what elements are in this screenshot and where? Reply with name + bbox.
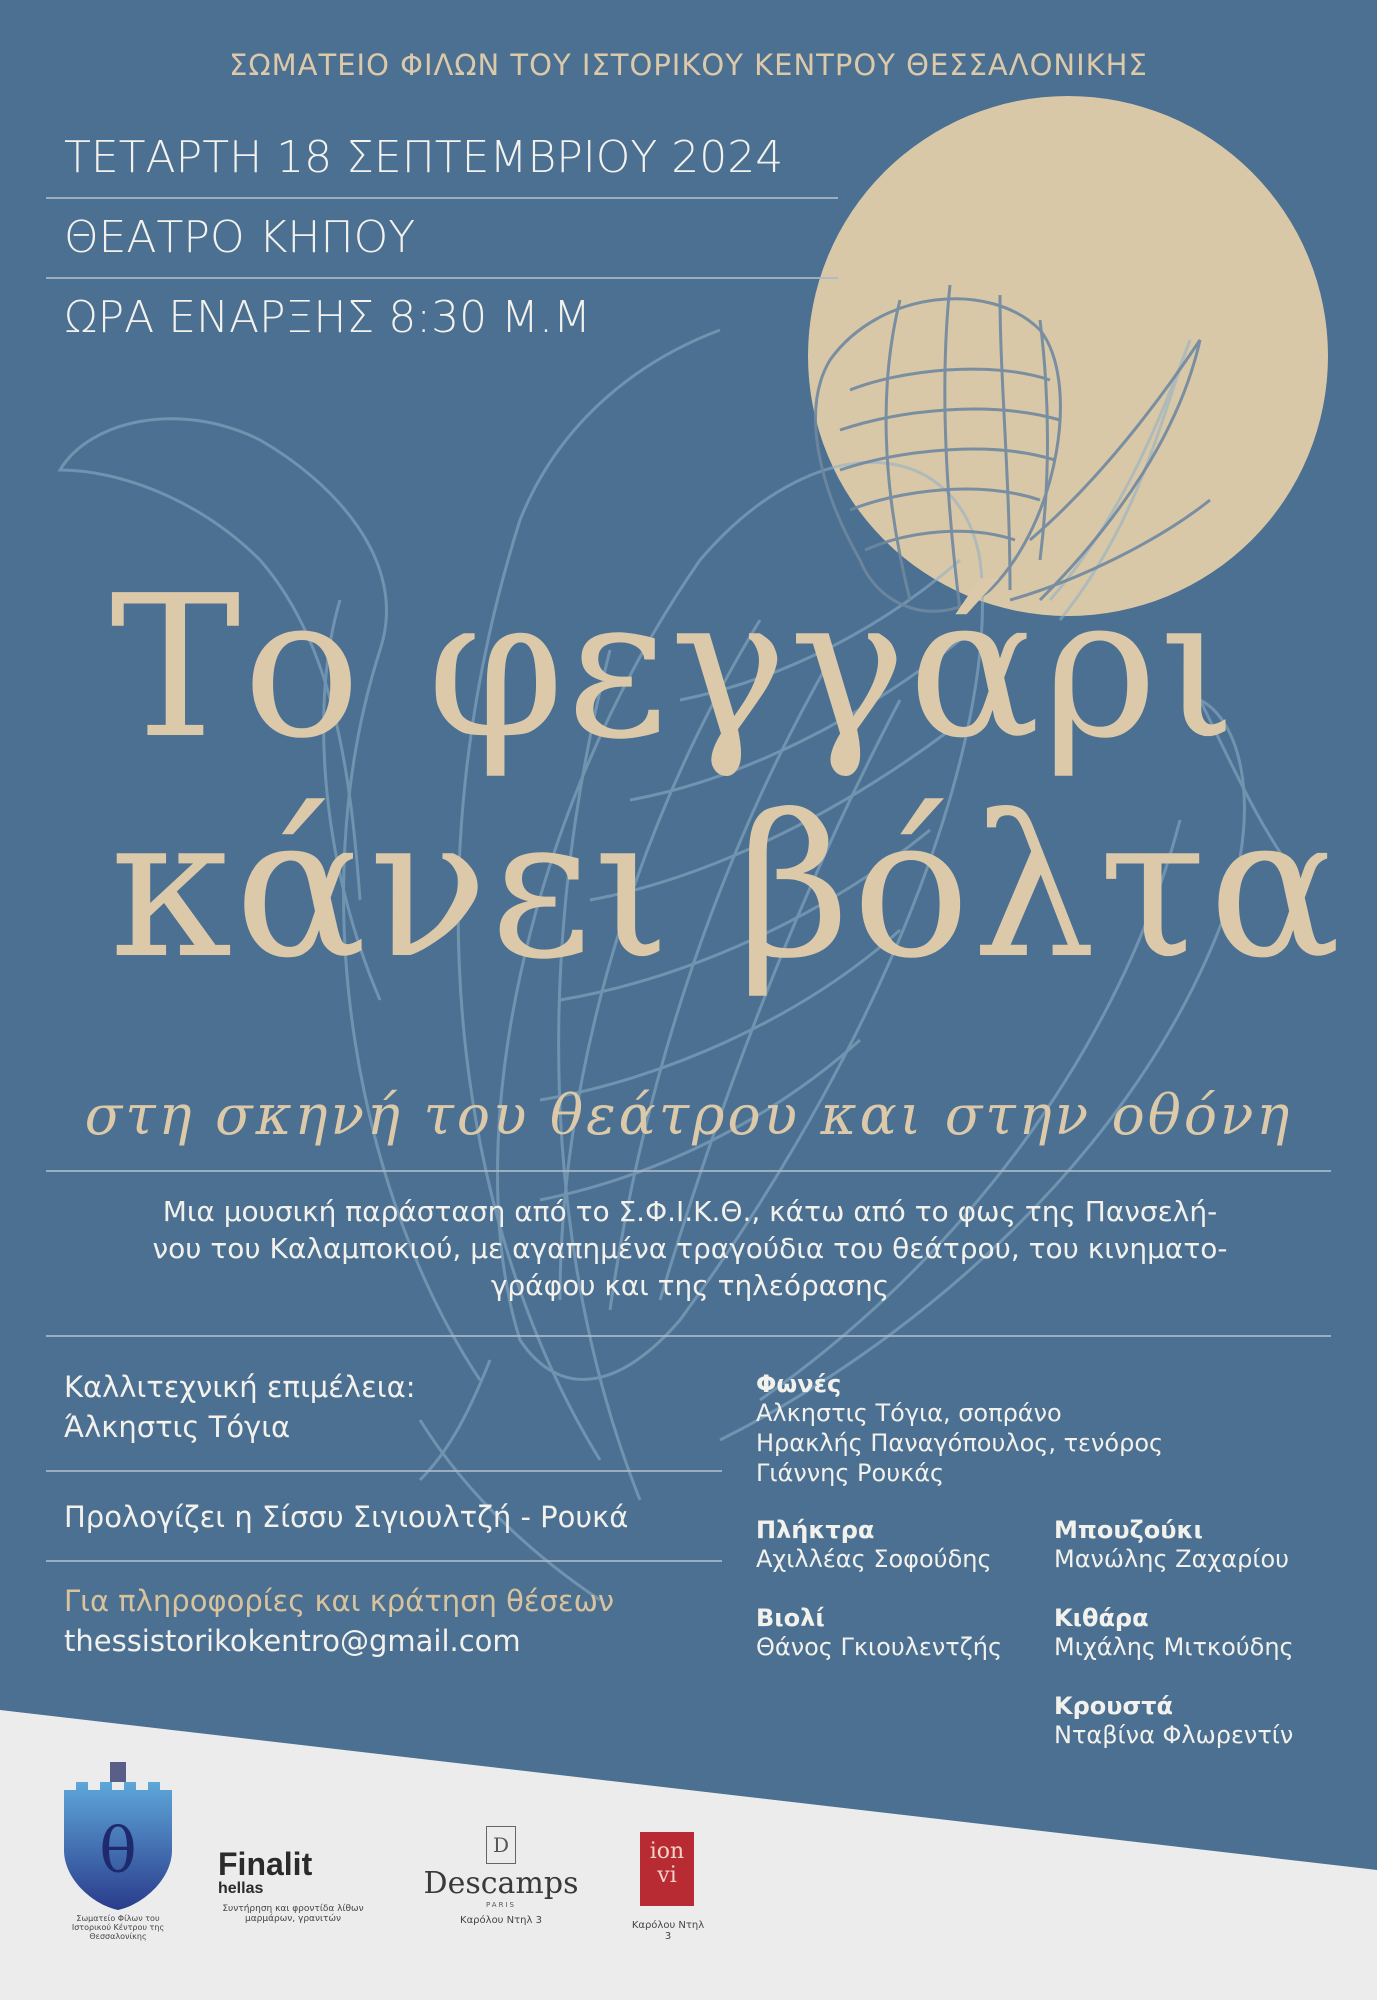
artistic-direction-label: Καλλιτεχνική επιμέλεια:: [64, 1370, 416, 1404]
divider: [46, 1335, 1331, 1337]
keys-performer: Αχιλλέας Σοφούδης: [756, 1545, 992, 1573]
guitar-block: [1054, 1604, 1294, 1662]
description-line: νου του Καλαμποκιού, με αγαπημένα τραγούδια του θεάτρου, του κινηματο-: [152, 1232, 1228, 1265]
finalit-wordmark: Finalit: [218, 1846, 313, 1882]
violin-block: [756, 1604, 1002, 1662]
violin-label: Βιολί: [756, 1604, 825, 1632]
finalit-logo: [218, 1848, 368, 1924]
voice-performer: Ηρακλής Παναγόπουλος, τενόρος: [756, 1429, 1164, 1457]
ionvi-wordmark: ion vi: [640, 1832, 694, 1906]
violin-performer: Θάνος Γκιουλεντζής: [756, 1633, 1003, 1661]
ionvi-logo: [631, 1832, 705, 1942]
tower-shield-icon: [58, 1760, 178, 1910]
voice-performer: Αλκηστις Τόγια, σοπράνο: [756, 1399, 1062, 1427]
divider: [46, 1470, 722, 1472]
ionvi-caption: Καρόλου Ντηλ 3: [631, 1920, 705, 1942]
artistic-director-name: Άλκηστις Τόγια: [64, 1410, 291, 1444]
reservation-info-label: Για πληροφορίες και κράτηση θέσεων: [64, 1584, 615, 1618]
finalit-caption: Συντήρηση και φροντίδα λίθων μαρμάρων, γρανιτών: [222, 1904, 364, 1924]
event-venue: ΘΕΑΤΡΟ ΚΗΠΟΥ: [64, 212, 416, 263]
finalit-subword: hellas: [218, 1880, 264, 1897]
guitar-label: Κιθάρα: [1054, 1604, 1149, 1632]
voices-label: Φωνές: [756, 1370, 842, 1398]
descamps-city: PARIS: [486, 1901, 516, 1909]
contact-email[interactable]: thessistorikokentro@gmail.com: [64, 1624, 521, 1658]
descamps-caption: Καρόλου Ντηλ 3: [460, 1915, 542, 1926]
bouzouki-label: Μπουζούκι: [1054, 1516, 1203, 1544]
percussion-label: Κρουστά: [1054, 1692, 1173, 1720]
percussion-performer: Νταβίνα Φλωρεντίν: [1054, 1721, 1294, 1749]
event-time: ΩΡΑ ΕΝΑΡΞΗΣ 8:30 Μ.Μ: [64, 292, 591, 343]
description: [80, 1193, 1300, 1304]
voices-block: [756, 1370, 1163, 1488]
title-line-1: Το φεγγάρι: [110, 554, 1239, 782]
descamps-logo: [416, 1826, 586, 1926]
crest-icon: D: [486, 1826, 516, 1864]
description-line: γράφου και της τηλεόρασης: [490, 1269, 890, 1302]
bouzouki-performer: Μανώλης Ζαχαρίου: [1054, 1545, 1290, 1573]
guitar-performer: Μιχάλης Μιτκούδης: [1054, 1633, 1294, 1661]
keys-label: Πλήκτρα: [756, 1516, 875, 1544]
bouzouki-block: [1054, 1516, 1289, 1574]
subtitle: στη σκηνή του θεάτρου και στην οθόνη: [84, 1083, 1293, 1147]
keys-block: [756, 1516, 992, 1574]
divider: [46, 1170, 1331, 1172]
divider: [46, 277, 838, 279]
description-line: Μια μουσική παράσταση από το Σ.Φ.Ι.Κ.Θ., κάτω από το φως της Πανσελή-: [162, 1195, 1218, 1228]
organization-name: ΣΩΜΑΤΕΙΟ ΦΙΛΩΝ ΤΟΥ ΙΣΤΟΡΙΚΟΥ ΚΕΝΤΡΟΥ ΘΕΣΣΑΛΟΝΙΚΗΣ: [229, 48, 1148, 82]
divider: [46, 197, 838, 199]
descamps-wordmark: Descamps: [423, 1866, 579, 1901]
sfikth-logo: [58, 1760, 178, 1941]
svg-text:θ: θ: [99, 1814, 137, 1887]
prologue-credit: Προλογίζει η Σίσσυ Σιγιουλτζή - Ρουκά: [64, 1500, 629, 1534]
title-line-2: κάνει βόλτα: [110, 774, 1344, 1002]
divider: [46, 1560, 722, 1562]
voice-performer: Γιάννης Ρουκάς: [756, 1459, 945, 1487]
sfikth-logo-caption: Σωματείο Φίλων του Ιστορικού Κέντρου της Θεσσαλονίκης: [71, 1914, 165, 1941]
event-date: ΤΕΤΑΡΤΗ 18 ΣΕΠΤΕΜΒΡΙΟΥ 2024: [64, 132, 784, 183]
